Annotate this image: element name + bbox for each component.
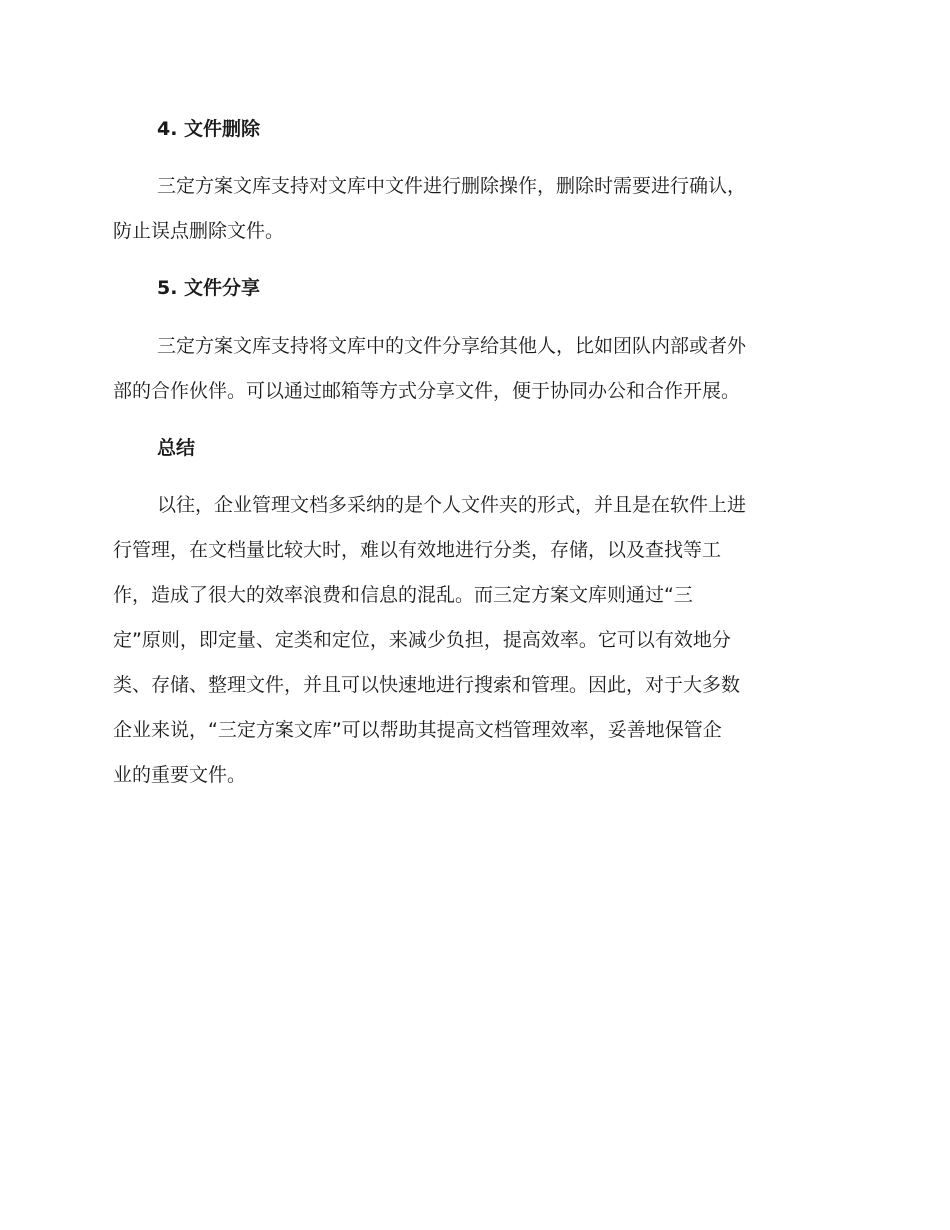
- paragraph-line: 业的重要文件。: [113, 764, 247, 786]
- paragraph-line: 类、存储、整理文件，并且可以快速地进行搜索和管理。因此，对于大多数: [113, 674, 741, 696]
- paragraph-line: 以往，企业管理文档多采纳的是个人文件夹的形式，并且是在软件上进: [157, 494, 747, 516]
- section-paragraph-file-delete: [113, 164, 833, 254]
- section-heading-file-delete: 4. 文件删除: [157, 118, 261, 140]
- paragraph-line: 三定方案文库支持将文库中的文件分享给其他人，比如团队内部或者外: [157, 335, 747, 357]
- section-paragraph-summary: [113, 483, 833, 798]
- section-heading-summary: 总结: [157, 437, 196, 459]
- paragraph-line: 防止误点删除文件。: [113, 220, 285, 242]
- section-paragraph-file-share: [113, 324, 833, 414]
- paragraph-line: 定”原则，即定量、定类和定位，来减少负担，提高效率。它可以有效地分: [113, 629, 731, 651]
- paragraph-line: 部的合作伙伴。可以通过邮箱等方式分享文件，便于协同办公和合作开展。: [113, 380, 741, 402]
- paragraph-line: 企业来说，“三定方案文库”可以帮助其提高文档管理效率，妥善地保管企: [113, 719, 722, 741]
- paragraph-line: 三定方案文库支持对文库中文件进行删除操作，删除时需要进行确认，: [157, 175, 747, 197]
- paragraph-line: 作，造成了很大的效率浪费和信息的混乱。而三定方案文库则通过“三: [113, 584, 693, 606]
- section-heading-file-share: 5. 文件分享: [157, 277, 261, 299]
- paragraph-line: 行管理，在文档量比较大时，难以有效地进行分类，存储，以及查找等工: [113, 539, 722, 561]
